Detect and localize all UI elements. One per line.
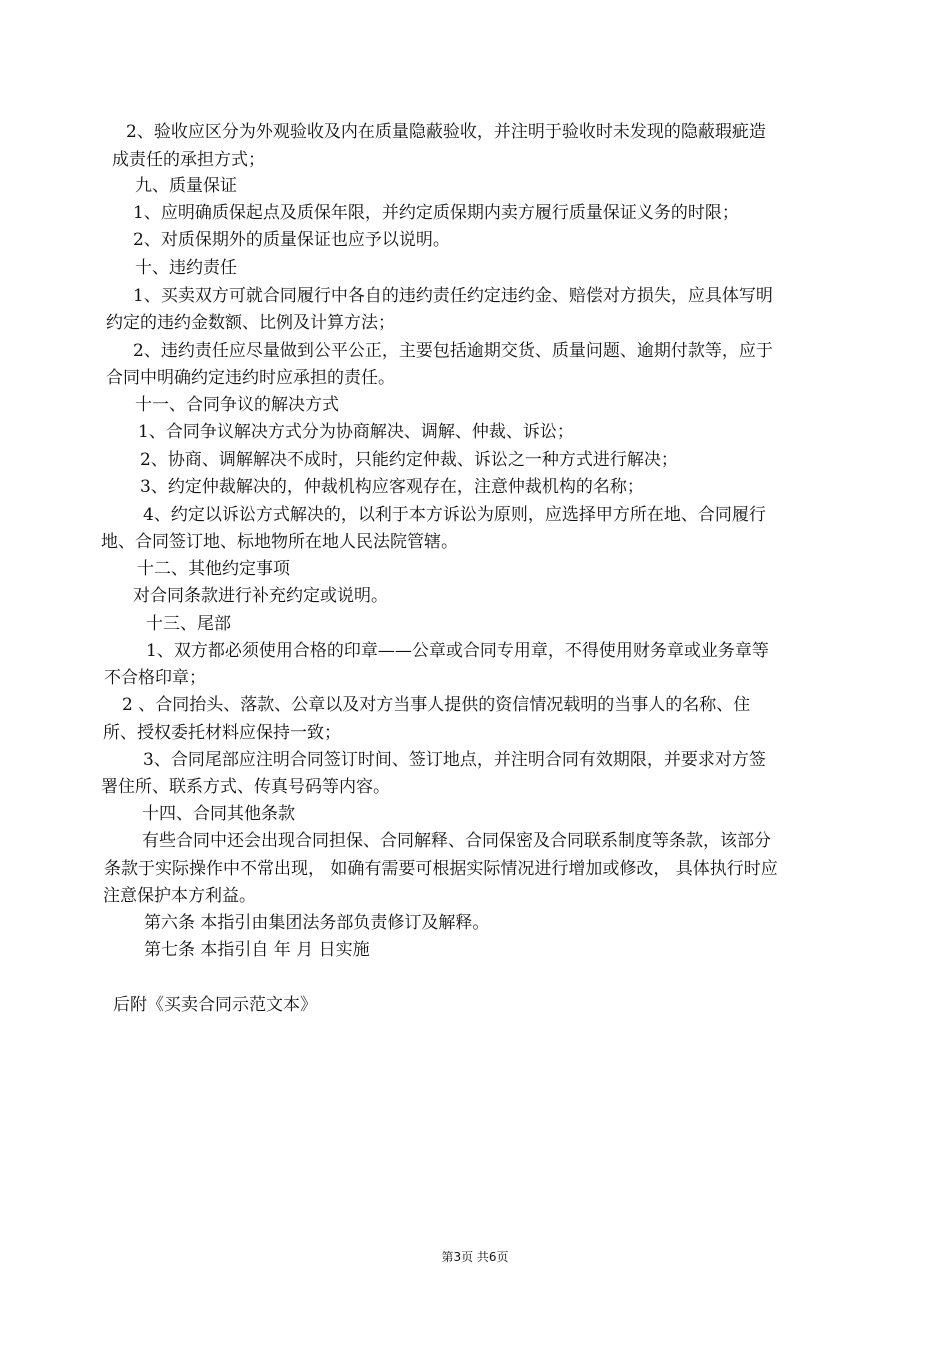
section-heading: 十二、其他约定事项 (137, 559, 290, 579)
section-heading: 十四、合同其他条款 (142, 804, 295, 824)
text-line: 署住所、联系方式、传真号码等内容。 (101, 777, 390, 797)
text-line: 3、约定仲裁解决的，仲裁机构应客观存在，注意仲裁机构的名称； (140, 477, 644, 497)
appendix-note: 后附《买卖合同示范文本》 (113, 995, 317, 1015)
section-heading: 十一、合同争议的解决方式 (135, 395, 339, 415)
text-line: 条款于实际操作中不常出现， 如确有需要可根据实际情况进行增加或修改， 具体执行时应 (104, 859, 778, 879)
text-line: 合同中明确约定违约时应承担的责任。 (106, 368, 395, 388)
article-line: 第六条 本指引由集团法务部负责修订及解释。 (144, 913, 490, 933)
page-footer: 第3页 共6页 (441, 1250, 509, 1264)
text-line: 1、买卖双方可就合同履行中各自的违约责任约定违约金、赔偿对方损失，应具体写明 (133, 286, 773, 306)
text-line: 注意保护本方利益。 (103, 886, 256, 906)
text-line: 约定的违约金数额、比例及计算方法； (106, 313, 395, 333)
section-heading: 十三、尾部 (146, 614, 231, 634)
text-line: 地、合同签订地、标地物所在地人民法院管辖。 (101, 532, 458, 552)
text-line: 2、违约责任应尽量做到公平公正，主要包括逾期交货、质量问题、逾期付款等，应于 (133, 341, 773, 361)
section-heading: 九、质量保证 (135, 176, 237, 196)
text-line: 4、约定以诉讼方式解决的，以利于本方诉讼为原则，应选择甲方所在地、合同履行 (143, 505, 766, 525)
text-line: 2、对质保期外的质量保证也应予以说明。 (133, 230, 450, 250)
text-line: 2、验收应区分为外观验收及内在质量隐蔽验收，并注明于验收时未发现的隐蔽瑕疵造 (126, 122, 766, 142)
text-line: 3、合同尾部应注明合同签订时间、签订地点，并注明合同有效期限，并要求对方签 (143, 750, 766, 770)
section-heading: 十、违约责任 (135, 258, 237, 278)
text-line: 成责任的承担方式； (112, 150, 265, 170)
text-line: 1、双方都必须使用合格的印章——公章或合同专用章，不得使用财务章或业务章等 (146, 641, 769, 661)
text-line: 所、授权委托材料应保持一致； (103, 723, 341, 743)
text-line: 2、协商、调解解决不成时，只能约定仲裁、诉讼之一种方式进行解决； (140, 450, 678, 470)
article-line: 第七条 本指引自 年 月 日实施 (144, 940, 370, 960)
text-line: 1、合同争议解决方式分为协商解决、调解、仲裁、诉讼； (138, 422, 574, 442)
text-line: 对合同条款进行补充约定或说明。 (133, 586, 388, 606)
text-line: 2 、合同抬头、落款、公章以及对方当事人提供的资信情况载明的当事人的名称、住 (122, 695, 751, 715)
text-line: 1、应明确质保起点及质保年限，并约定质保期内卖方履行质量保证义务的时限； (133, 203, 739, 223)
text-line: 不合格印章； (104, 668, 206, 688)
text-line: 有些合同中还会出现合同担保、合同解释、合同保密及合同联系制度等条款，该部分 (142, 831, 771, 851)
